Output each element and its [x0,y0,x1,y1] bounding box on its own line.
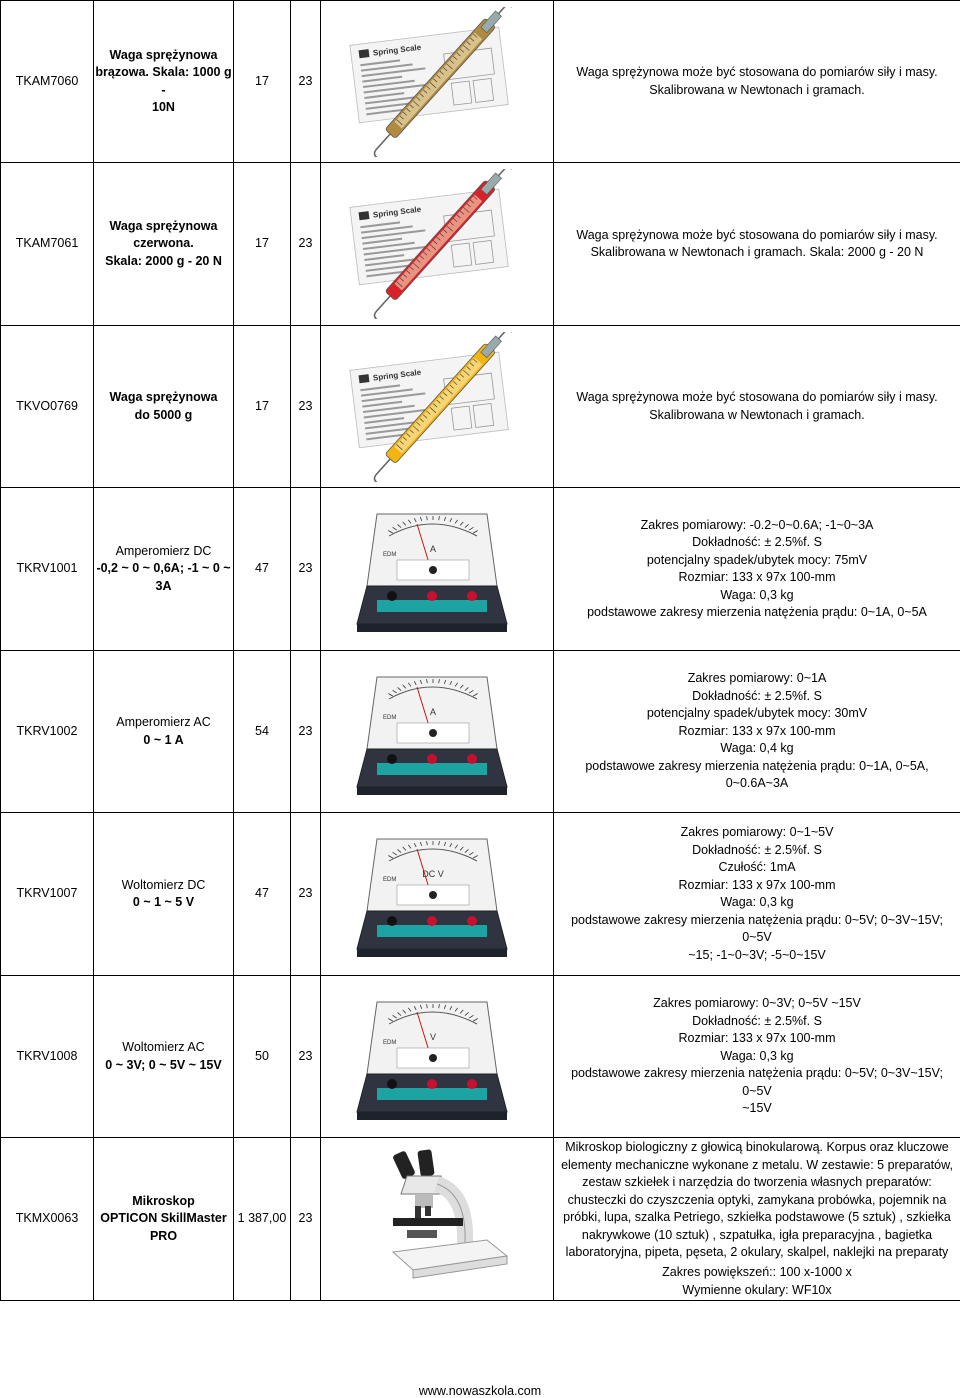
product-vat: 23 [291,813,321,976]
product-name-line: 0 ~ 3V; 0 ~ 5V ~ 15V [105,1057,222,1072]
product-description [554,1138,960,1301]
product-vat: 23 [291,1138,321,1301]
product-price: 54 [234,651,291,813]
meter-image [337,494,537,644]
product-image-cell [321,813,554,976]
product-image-cell [321,651,554,813]
meter-image [337,657,537,807]
product-name-line: 0 ~ 1 ~ 5 V [132,895,195,909]
product-name [94,976,234,1138]
table-row [1,326,960,488]
product-name-line: czerwona. [133,236,194,251]
product-name [94,813,234,976]
product-code: TKAM7060 [1,1,94,163]
description-line: Zakres pomiarowy: -0.2~0~0.6A; -1~0~3A [640,517,874,532]
product-name-line: do 5000 g [134,407,193,422]
spring-scale-image [337,169,537,319]
spring-scale-image [337,332,537,482]
svg-text:DC V: DC V [422,869,444,879]
description-line: Rozmiar: 133 x 97x 100-mm [678,723,836,738]
spring-scale-image [337,7,537,157]
product-price: 1 387,00 [234,1138,291,1301]
description-line: Wymienne okulary: WF10x [682,1282,832,1297]
description-line: ~15V [742,1101,772,1116]
description-line: Rozmiar: 133 x 97x 100-mm [678,877,836,892]
footer-url[interactable]: www.nowaszkola.com [418,1384,542,1398]
description-line: Skalibrowana w Newtonach i gramach. Skala: 2000 g - 20 N [590,245,924,259]
description-line: nakrywkowe (10 sztuk) , szpatułka, igła preparacyjna , bagietka [581,1227,933,1242]
description-line: Dokładność: ± 2.5%f. S [692,688,822,703]
description-line: próbki, lupa, szalka Petriego, szkiełka podstawowe (5 sztuk) , szkiełka [563,1210,951,1224]
product-name-line: Skala: 2000 g - 20 N [105,253,222,268]
description-line: laboratoryjna, pipeta, pęseta, 2 okulary, skalpel, naklejki na preparaty [565,1245,949,1259]
description-line: potencjalny spadek/ubytek mocy: 30mV [646,706,868,721]
meter-image [337,819,537,969]
table-row [1,651,960,813]
product-name-line: 3A [155,578,172,593]
description-line: Waga sprężynowa może być stosowana do pomiarów siły i masy. [576,65,938,79]
product-name-line: Amperomierz DC [115,543,212,558]
description-line: Czułość: 1mA [718,860,796,874]
product-name-line: Woltomierz AC [122,1040,205,1054]
svg-text:A: A [429,706,437,717]
product-code: TKRV1008 [1,976,94,1138]
product-description [554,1,960,163]
product-vat: 23 [291,163,321,326]
product-code: TKRV1007 [1,813,94,976]
svg-text:Spring Scale: Spring Scale [372,367,422,383]
table-row [1,1138,960,1301]
product-name [94,651,234,813]
product-name-line: 10N [152,100,175,114]
description-line: Waga: 0,4 kg [720,741,794,756]
product-name [94,326,234,488]
product-code: TKRV1001 [1,488,94,651]
product-image-cell [321,326,554,488]
description-line: Waga: 0,3 kg [720,587,794,602]
description-line: Waga sprężynowa może być stosowana do pomiarów siły i masy. [576,227,938,242]
product-price: 50 [234,976,291,1138]
description-line: Rozmiar: 133 x 97x 100-mm [678,1031,836,1046]
product-name-line: Waga sprężynowa [109,47,218,62]
table-row [1,976,960,1138]
description-line: Rozmiar: 133 x 97x 100-mm [678,570,836,584]
table-row [1,488,960,651]
description-line: elementy mechaniczne wykonane z metalu. W zestawie: 5 preparatów, [561,1157,953,1172]
product-name-line: 0 ~ 1 A [143,732,184,747]
product-code: TKAM7061 [1,163,94,326]
product-image-cell [321,488,554,651]
product-code: TKVO0769 [1,326,94,488]
product-vat: 23 [291,1,321,163]
product-name [94,1138,234,1301]
description-line: 0~0.6A~3A [725,776,789,791]
description-line: podstawowe zakresy mierzenia natężenia prądu: 0~1A, 0~5A [587,605,927,619]
product-code: TKRV1002 [1,651,94,813]
svg-text:Spring Scale: Spring Scale [372,42,422,58]
product-image-cell [321,976,554,1138]
description-line: Skalibrowana w Newtonach i gramach. [649,82,865,97]
description-line: Zakres powiększeń:: 100 x-1000 x [662,1265,852,1279]
product-vat: 23 [291,326,321,488]
description-line: Zakres pomiarowy: 0~3V; 0~5V ~15V [653,996,861,1011]
product-name-line: Waga sprężynowa [109,390,218,404]
description-line: potencjalny spadek/ubytek mocy: 75mV [646,552,868,567]
product-description [554,163,960,326]
description-line: podstawowe zakresy mierzenia natężenia prądu: 0~5V; 0~3V~15V; 0~5V [571,1066,943,1098]
svg-text:V: V [429,1031,437,1042]
product-description [554,651,960,813]
description-line: Zakres pomiarowy: 0~1A [687,671,827,686]
product-price: 47 [234,488,291,651]
svg-text:EDM: EDM [383,552,397,558]
product-description [554,488,960,651]
svg-text:EDM: EDM [383,877,397,883]
svg-text:EDM: EDM [383,1039,397,1046]
product-name-line: Woltomierz DC [121,877,206,892]
product-image-cell [321,163,554,326]
product-name-line: OPTICON SkillMaster [100,1211,227,1226]
description-line: podstawowe zakresy mierzenia natężenia prądu: 0~5V; 0~3V~15V; 0~5V [571,912,943,944]
product-price: 17 [234,326,291,488]
description-line: Mikroskop biologiczny z głowicą binokularową. Korpus oraz kluczowe [565,1140,949,1154]
product-name [94,488,234,651]
product-vat: 23 [291,976,321,1138]
product-name-line: -0,2 ~ 0 ~ 0,6A; -1 ~ 0 ~ [96,561,231,576]
table-row [1,813,960,976]
product-vat: 23 [291,488,321,651]
description-line: Dokładność: ± 2.5%f. S [692,842,822,857]
table-row [1,1,960,163]
description-line: Dokładność: ± 2.5%f. S [692,1013,822,1028]
description-line: zestaw szkiełek i narzędzia do tworzenia własnych preparatów: [582,1175,932,1189]
meter-image [337,982,537,1132]
description-line: Waga sprężynowa może być stosowana do pomiarów siły i masy. [576,390,938,404]
product-vat: 23 [291,651,321,813]
description-line: Skalibrowana w Newtonach i gramach. [649,407,865,422]
product-price: 47 [234,813,291,976]
description-line: ~15; -1~0~3V; -5~0~15V [688,947,826,962]
svg-text:EDM: EDM [383,714,397,721]
product-name [94,163,234,326]
product-name-line: Waga sprężynowa [109,218,218,233]
product-name-line: Amperomierz AC [116,715,211,729]
description-line: Zakres pomiarowy: 0~1~5V [680,825,834,839]
description-line: Waga: 0,3 kg [720,1048,794,1063]
description-line: podstawowe zakresy mierzenia natężenia prądu: 0~1A, 0~5A, [585,758,929,773]
product-price: 17 [234,163,291,326]
product-name-line: PRO [149,1228,178,1243]
table-row [1,163,960,326]
product-code: TKMX0063 [1,1138,94,1301]
product-image-cell [321,1,554,163]
product-name [94,1,234,163]
svg-text:Spring Scale: Spring Scale [372,204,422,220]
description-line: Waga: 0,3 kg [720,895,794,909]
product-description [554,976,960,1138]
product-name-line: Mikroskop [132,1193,195,1208]
product-image-cell [321,1138,554,1301]
product-price: 17 [234,1,291,163]
product-name-line: brązowa. Skala: 1000 g - [95,65,232,97]
svg-text:A: A [429,544,437,554]
description-line: chusteczki do czyszczenia optyki, zamykana probówka, pojemnik na [567,1192,947,1207]
microscope-image [337,1144,537,1294]
product-description [554,813,960,976]
description-line: Dokładność: ± 2.5%f. S [692,535,822,549]
product-description [554,326,960,488]
